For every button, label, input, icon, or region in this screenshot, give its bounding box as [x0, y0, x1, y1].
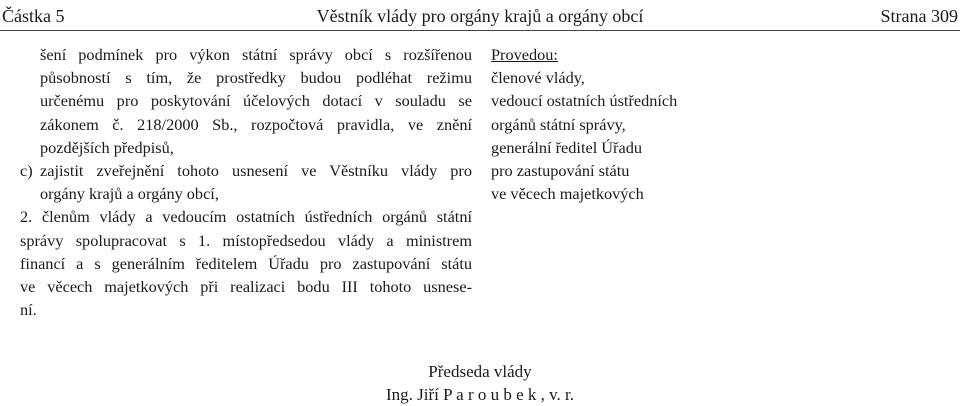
paragraph-line: zajistit zveřejnění tohoto usnesení ve Věstníku vlády pro — [40, 160, 472, 180]
responsible-party: generální ředitel Úřadu — [491, 137, 642, 157]
paragraph-line: určenému pro poskytování účelových dotací v souladu se — [40, 91, 472, 111]
header-divider — [0, 30, 960, 31]
paragraph-line: šení podmínek pro výkon státní správy obcí s rozšířenou — [40, 45, 472, 64]
paragraph-line: pozdějších předpisů, — [40, 137, 174, 157]
publication-title: Věstník vlády pro orgány krajů a orgány obcí — [316, 6, 644, 26]
responsible-party: členové vlády, — [491, 68, 585, 88]
list-item-label: c) — [20, 160, 33, 180]
paragraph-line: působností s tím, že prostředky budou podléhat režimu — [40, 68, 472, 88]
responsibility-column — [491, 43, 731, 205]
resolution-text-column — [20, 43, 472, 321]
signatory-name: Ing. Jiří P a r o u b e k , v. r. — [385, 385, 575, 404]
responsible-party: vedoucí ostatních ústředních — [491, 91, 678, 111]
paragraph-line: ve věcech majetkových při realizaci bodu III tohoto usnese- — [20, 276, 472, 296]
signature-block — [0, 360, 960, 406]
section-number: Částka 5 — [2, 6, 65, 26]
responsible-party: ve věcech majetkových — [491, 184, 644, 204]
list-item-c — [20, 159, 472, 205]
paragraph-line: 2. členům vlády a vedoucím ostatních ústředních orgánů státní — [20, 207, 472, 227]
paragraph-line: ní. — [20, 300, 37, 320]
provedou-label: Provedou: — [491, 45, 558, 64]
paragraph-line: orgány krajů a orgány obcí, — [40, 184, 219, 204]
page-number: Strana 309 — [880, 6, 958, 26]
signatory-role: Předseda vlády — [428, 362, 532, 381]
responsible-party: pro zastupování státu — [491, 160, 630, 180]
paragraph-line: správy spolupracovat s 1. místopředsedou vlády a ministrem — [20, 230, 472, 250]
paragraph-line: zákonem č. 218/2000 Sb., rozpočtová pravidla, ve znění — [40, 114, 472, 134]
page-header — [0, 4, 960, 30]
responsible-party: orgánů státní správy, — [491, 114, 626, 134]
paragraph-line: financí a s generálním ředitelem Úřadu pro zastupování státu — [20, 253, 472, 273]
